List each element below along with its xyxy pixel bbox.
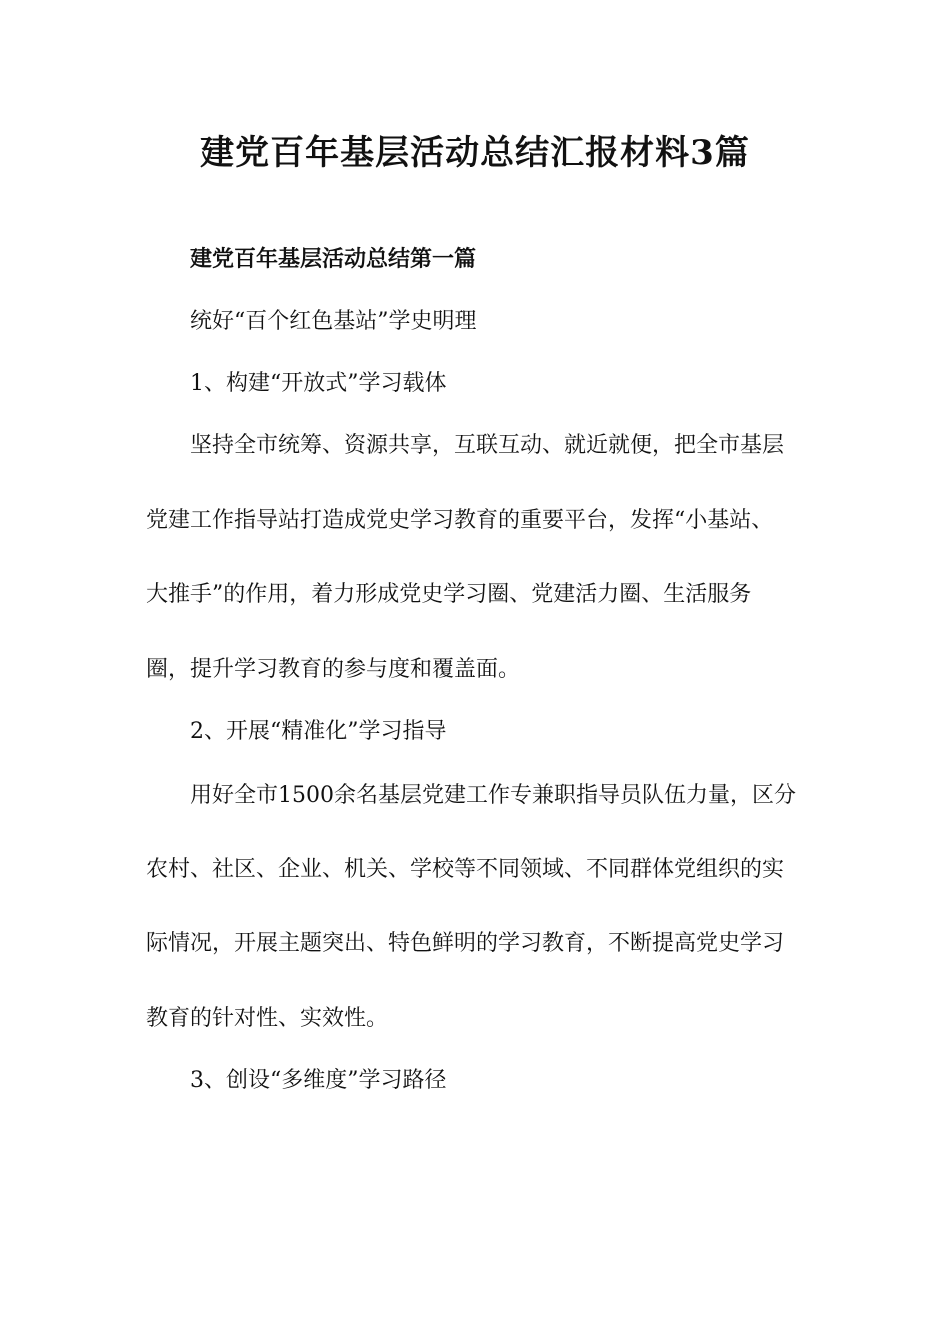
- item1-paragraph-line: 党建工作指导站打造成党史学习教育的重要平台，发挥“小基站、: [146, 508, 774, 533]
- item3-heading: 3、创设“多维度”学习路径: [190, 1068, 447, 1093]
- item1-heading: 1、构建“开放式”学习载体: [190, 371, 447, 396]
- item1-paragraph-line: 大推手”的作用，着力形成党史学习圈、党建活力圈、生活服务: [146, 582, 752, 607]
- item2-paragraph-line: 农村、社区、企业、机关、学校等不同领域、不同群体党组织的实: [146, 857, 785, 882]
- item2-paragraph-line: 际情况，开展主题突出、特色鲜明的学习教育，不断提高党史学习: [146, 931, 785, 956]
- subtitle: 统好“百个红色基站”学史明理: [190, 309, 477, 334]
- item2-paragraph-line: 教育的针对性、实效性。: [146, 1006, 389, 1031]
- document-title: 建党百年基层活动总结汇报材料3篇: [200, 133, 750, 173]
- item1-paragraph-line: 圈，提升学习教育的参与度和覆盖面。: [146, 657, 521, 682]
- item1-paragraph-line: 坚持全市统筹、资源共享，互联互动、就近就便，把全市基层: [190, 433, 785, 458]
- item2-heading: 2、开展“精准化”学习指导: [190, 719, 447, 744]
- item2-paragraph-line: 用好全市1500余名基层党建工作专兼职指导员队伍力量，区分: [190, 783, 796, 808]
- section-heading: 建党百年基层活动总结第一篇: [190, 246, 477, 272]
